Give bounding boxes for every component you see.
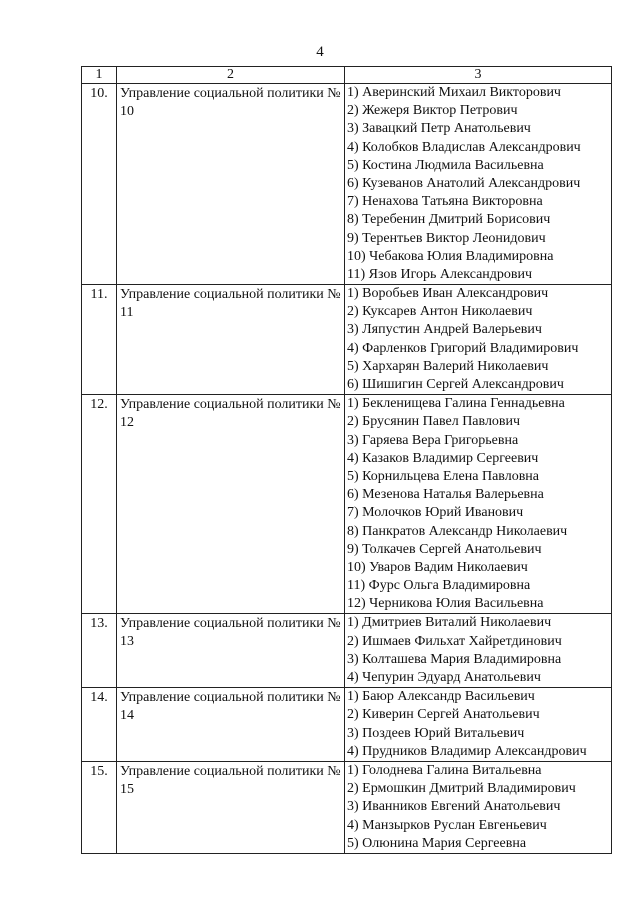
member-name: 1) Воробьев Иван Александрович (347, 286, 549, 302)
member-name: 2) Брусянин Павел Павлович (347, 414, 521, 430)
member-name: 4) Фарленков Григорий Владимирович (347, 340, 579, 356)
member-name: 1) Баюр Александр Васильевич (347, 689, 535, 705)
member-list (345, 84, 612, 285)
member-name: 10) Уваров Вадим Николаевич (347, 559, 528, 575)
member-name: 5) Костина Людмила Васильевна (347, 157, 544, 173)
header-col-3: 3 (345, 67, 612, 84)
member-name: 11) Язов Игорь Александрович (347, 266, 533, 282)
table-row (82, 84, 612, 285)
member-name: 5) Хархарян Валерий Николаевич (347, 358, 549, 374)
member-name: 6) Шишигин Сергей Александрович (347, 377, 564, 392)
member-name: 7) Молочков Юрий Иванович (347, 505, 524, 521)
member-name: 11) Фурс Ольга Владимировна (347, 578, 531, 594)
member-name: 6) Кузеванов Анатолий Александрович (347, 175, 581, 191)
member-name: 3) Поздеев Юрий Витальевич (347, 725, 525, 741)
header-col-2: 2 (117, 67, 345, 84)
member-name: 1) Бекленищева Галина Геннадьевна (347, 396, 565, 412)
member-name: 4) Чепурин Эдуард Анатольевич (347, 670, 541, 685)
header-row (82, 67, 612, 84)
table-row (82, 761, 612, 853)
member-name: 5) Олюнина Мария Сергеевна (347, 835, 527, 851)
member-name: 4) Прудников Владимир Александрович (347, 743, 587, 759)
department-name: Управление социальной политики № 12 (117, 395, 345, 614)
member-name: 3) Завацкий Петр Анатольевич (347, 121, 531, 137)
header-col-1: 1 (82, 67, 117, 84)
department-name: Управление социальной политики № 10 (117, 84, 345, 285)
row-number: 14. (82, 688, 117, 762)
member-name: 4) Колобков Владислав Александрович (347, 139, 581, 155)
member-name: 4) Манзырков Руслан Евгеньевич (347, 817, 547, 833)
member-list (345, 285, 612, 395)
row-number: 15. (82, 761, 117, 853)
department-name: Управление социальной политики № 11 (117, 285, 345, 395)
member-list (345, 395, 612, 614)
committee-table (81, 66, 612, 854)
member-name: 3) Ляпустин Андрей Валерьевич (347, 322, 542, 338)
member-name: 1) Дмитриев Виталий Николаевич (347, 615, 552, 631)
member-name: 3) Гаряева Вера Григорьевна (347, 432, 519, 448)
member-name: 1) Голоднева Галина Витальевна (347, 762, 542, 778)
member-name: 2) Киверин Сергей Анатольевич (347, 707, 540, 723)
member-name: 1) Аверинский Михаил Викторович (347, 85, 561, 100)
table-row (82, 395, 612, 614)
member-name: 8) Теребенин Дмитрий Борисович (347, 212, 551, 228)
member-name: 12) Черникова Юлия Васильевна (347, 596, 544, 612)
row-number: 11. (82, 285, 117, 395)
table-row (82, 614, 612, 688)
member-list (345, 761, 612, 853)
page-number: 4 (316, 44, 324, 60)
department-name: Управление социальной политики № 15 (117, 761, 345, 853)
member-name: 9) Терентьев Виктор Леонидович (347, 230, 546, 246)
department-name: Управление социальной политики № 14 (117, 688, 345, 762)
member-list (345, 688, 612, 762)
member-name: 4) Казаков Владимир Сергеевич (347, 450, 539, 466)
member-name: 10) Чебакова Юлия Владимировна (347, 248, 554, 264)
member-name: 7) Ненахова Татьяна Викторовна (347, 194, 543, 210)
member-name: 2) Куксарев Антон Николаевич (347, 304, 533, 320)
member-list (345, 614, 612, 688)
member-name: 8) Панкратов Александр Николаевич (347, 523, 568, 539)
table-row (82, 688, 612, 762)
member-name: 2) Жежеря Виктор Петрович (347, 103, 518, 119)
member-name: 3) Иванников Евгений Анатольевич (347, 799, 561, 815)
member-name: 2) Ишмаев Фильхат Хайретдинович (347, 633, 562, 649)
member-name: 6) Мезенова Наталья Валерьевна (347, 487, 544, 503)
member-name: 3) Колташева Мария Владимировна (347, 651, 562, 667)
member-name: 5) Корнильцева Елена Павловна (347, 468, 540, 484)
member-name: 2) Ермошкин Дмитрий Владимирович (347, 781, 576, 797)
member-name: 9) Толкачев Сергей Анатольевич (347, 541, 542, 557)
table-row (82, 285, 612, 395)
row-number: 10. (82, 84, 117, 285)
row-number: 13. (82, 614, 117, 688)
department-name: Управление социальной политики № 13 (117, 614, 345, 688)
row-number: 12. (82, 395, 117, 614)
